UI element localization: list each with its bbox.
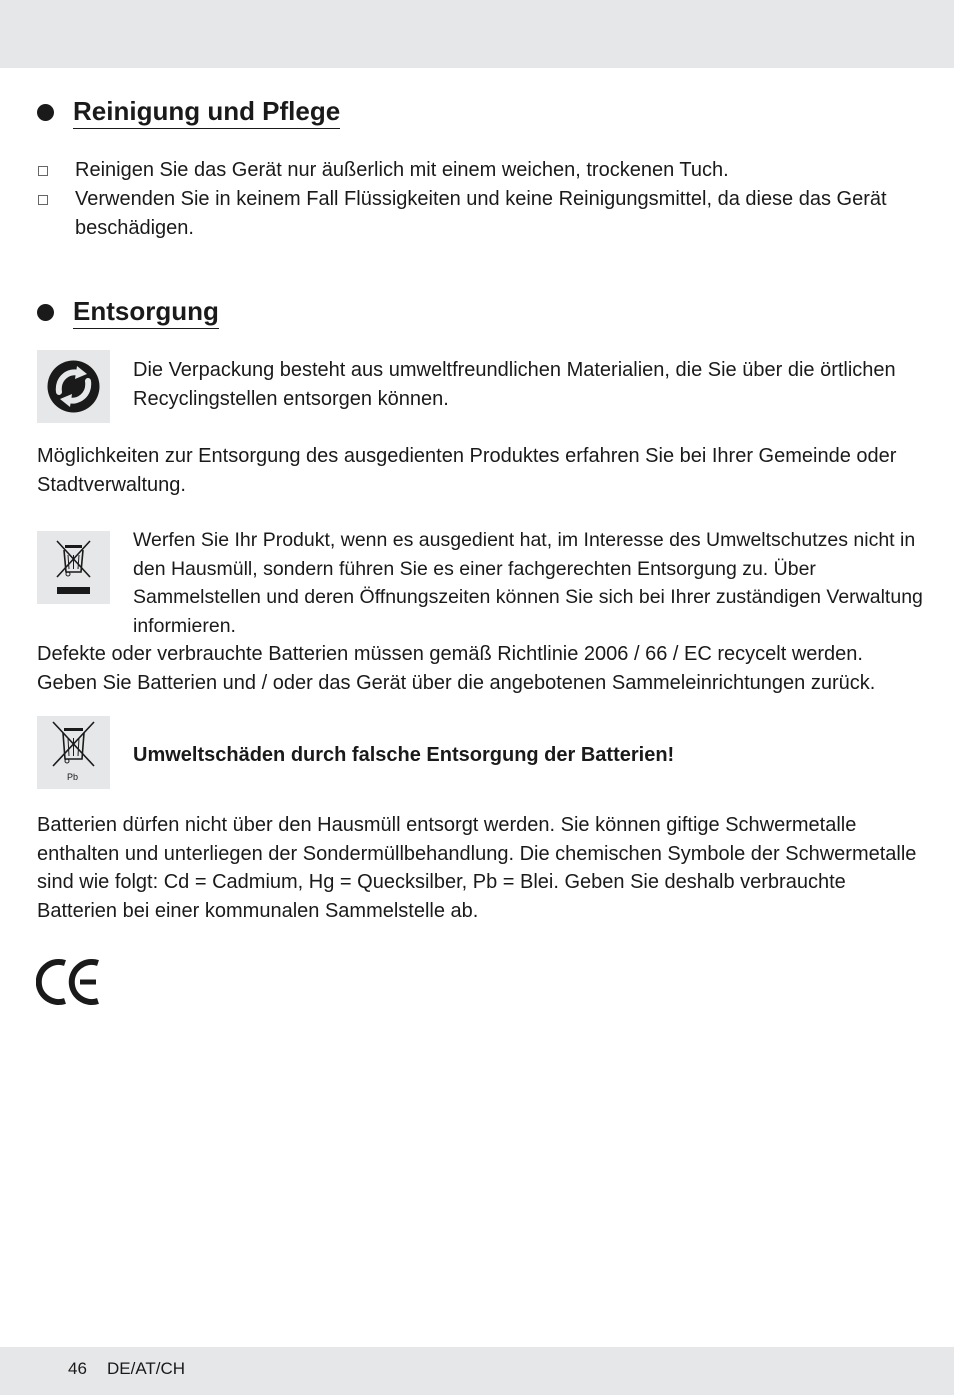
list-item [37, 185, 917, 242]
bullet-dot-icon [37, 304, 54, 321]
section-title: Entsorgung [73, 296, 219, 329]
section-heading-disposal [37, 296, 219, 329]
list-item-text: Reinigen Sie das Gerät nur äußerlich mit einem weichen, trockenen Tuch. [75, 159, 729, 181]
weee-text: Werfen Sie Ihr Produkt, wenn es ausgedient hat, im Interesse des Umweltschutzes nicht in den Hausmüll, sondern führen Sie es einer fachgerechten Entsorgung zu. Über Sammelstellen und deren Öffnungszeiten können Sie sich bei Ihrer zuständigen Verwaltung informieren. [133, 529, 923, 637]
green-dot-icon [37, 350, 110, 423]
list-item [37, 156, 917, 185]
battery-icon-label: Pb [67, 772, 79, 782]
disposal-options-text: Möglichkeiten zur Entsorgung des ausgedienten Produktes erfahren Sie bei Ihrer Gemeinde oder Stadtverwaltung. [37, 445, 897, 496]
list-item-text: Verwenden Sie in keinem Fall Flüssigkeiten und keine Reinigungsmittel, da diese das Gerät beschädigen. [75, 188, 887, 239]
section-title: Reinigung und Pflege [73, 96, 340, 129]
page-number: 46 [68, 1359, 87, 1378]
battery-warning: Umweltschäden durch falsche Entsorgung der Batterien! [133, 744, 675, 766]
checkbox-bullet-icon [38, 195, 48, 205]
packaging-text: Die Verpackung besteht aus umweltfreundlichen Materialien, die Sie über die örtlichen Recyclingstellen entsorgen können. [133, 359, 896, 410]
section-heading-cleaning [37, 96, 340, 129]
crossed-bin-icon [37, 531, 110, 604]
footer-region: DE/AT/CH [107, 1359, 186, 1378]
crossed-bin-pb-icon [37, 716, 110, 789]
battery-directive-text: Defekte oder verbrauchte Batterien müssen gemäß Richtlinie 2006 / 66 / EC recycelt werden. Geben Sie Batterien und / oder das Gerät über die angebotenen Sammeleinrichtungen zurück. [37, 643, 876, 694]
checkbox-bullet-icon [38, 166, 48, 176]
heavy-metals-text: Batterien dürfen nicht über den Hausmüll entsorgt werden. Sie können giftige Schwermetalle enthalten und unterliegen der Sondermüllbehandlung. Die chemischen Symbole der Schwermetalle sind wie folgt: Cd = Cadmium, Hg = Quecksilber, Pb = Blei. Geben Sie deshalb verbrauchte Batterien bei einer kommunalen Sammelstelle ab. [37, 814, 917, 922]
bullet-dot-icon [37, 104, 54, 121]
ce-mark-icon [36, 958, 102, 1006]
header-band [0, 0, 954, 68]
